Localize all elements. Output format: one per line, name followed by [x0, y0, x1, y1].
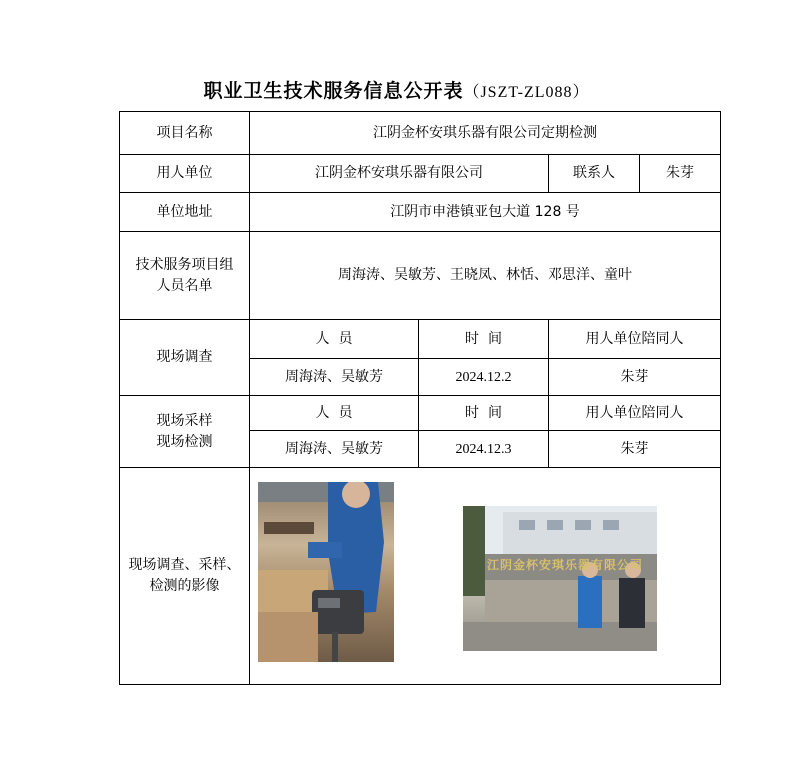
site-photo-gate — [463, 506, 657, 651]
team-value: 周海涛、吴敏芳、王晓凤、林恬、邓思洋、童叶 — [250, 232, 721, 320]
employer-value: 江阴金杯安琪乐器有限公司 — [250, 155, 549, 193]
survey-col-people: 人 员 — [250, 320, 419, 359]
gate-sign-text: 江阴金杯安琪乐器有限公司 — [487, 558, 644, 572]
gate-scene — [463, 506, 657, 651]
site-photo-detection — [258, 482, 394, 662]
detection-scene — [258, 482, 394, 662]
address-value: 江阴市申港镇亚包大道 128 号 — [250, 193, 721, 232]
title-code: （JSZT-ZL088） — [463, 84, 590, 101]
photos-container — [250, 468, 720, 684]
contact-label: 联系人 — [549, 155, 640, 193]
row-survey-header — [120, 320, 721, 359]
images-cell — [250, 468, 721, 685]
row-team — [120, 232, 721, 320]
sampling-col-people: 人 员 — [250, 396, 419, 431]
sampling-time: 2024.12.3 — [419, 431, 549, 468]
row-images — [120, 468, 721, 685]
employer-label: 用人单位 — [120, 155, 250, 193]
survey-escort: 朱芽 — [549, 359, 721, 396]
row-sampling-header — [120, 396, 721, 431]
survey-label: 现场调查 — [120, 320, 250, 396]
title-main: 职业卫生技术服务信息公开表 — [203, 80, 464, 102]
team-label: 技术服务项目组人员名单 — [120, 232, 250, 320]
survey-col-escort: 用人单位陪同人 — [549, 320, 721, 359]
row-project — [120, 112, 721, 155]
page-title — [0, 76, 793, 103]
row-address — [120, 193, 721, 232]
survey-people: 周海涛、吴敏芳 — [250, 359, 419, 396]
survey-col-time: 时 间 — [419, 320, 549, 359]
row-employer — [120, 155, 721, 193]
sampling-col-escort: 用人单位陪同人 — [549, 396, 721, 431]
images-label: 现场调查、采样、检测的影像 — [120, 468, 250, 685]
sampling-col-time: 时 间 — [419, 396, 549, 431]
info-table — [119, 111, 721, 685]
sampling-label: 现场采样现场检测 — [120, 396, 250, 468]
project-label: 项目名称 — [120, 112, 250, 155]
project-value: 江阴金杯安琪乐器有限公司定期检测 — [250, 112, 721, 155]
survey-time: 2024.12.2 — [419, 359, 549, 396]
contact-value: 朱芽 — [640, 155, 721, 193]
sampling-people: 周海涛、吴敏芳 — [250, 431, 419, 468]
address-label: 单位地址 — [120, 193, 250, 232]
sampling-escort: 朱芽 — [549, 431, 721, 468]
